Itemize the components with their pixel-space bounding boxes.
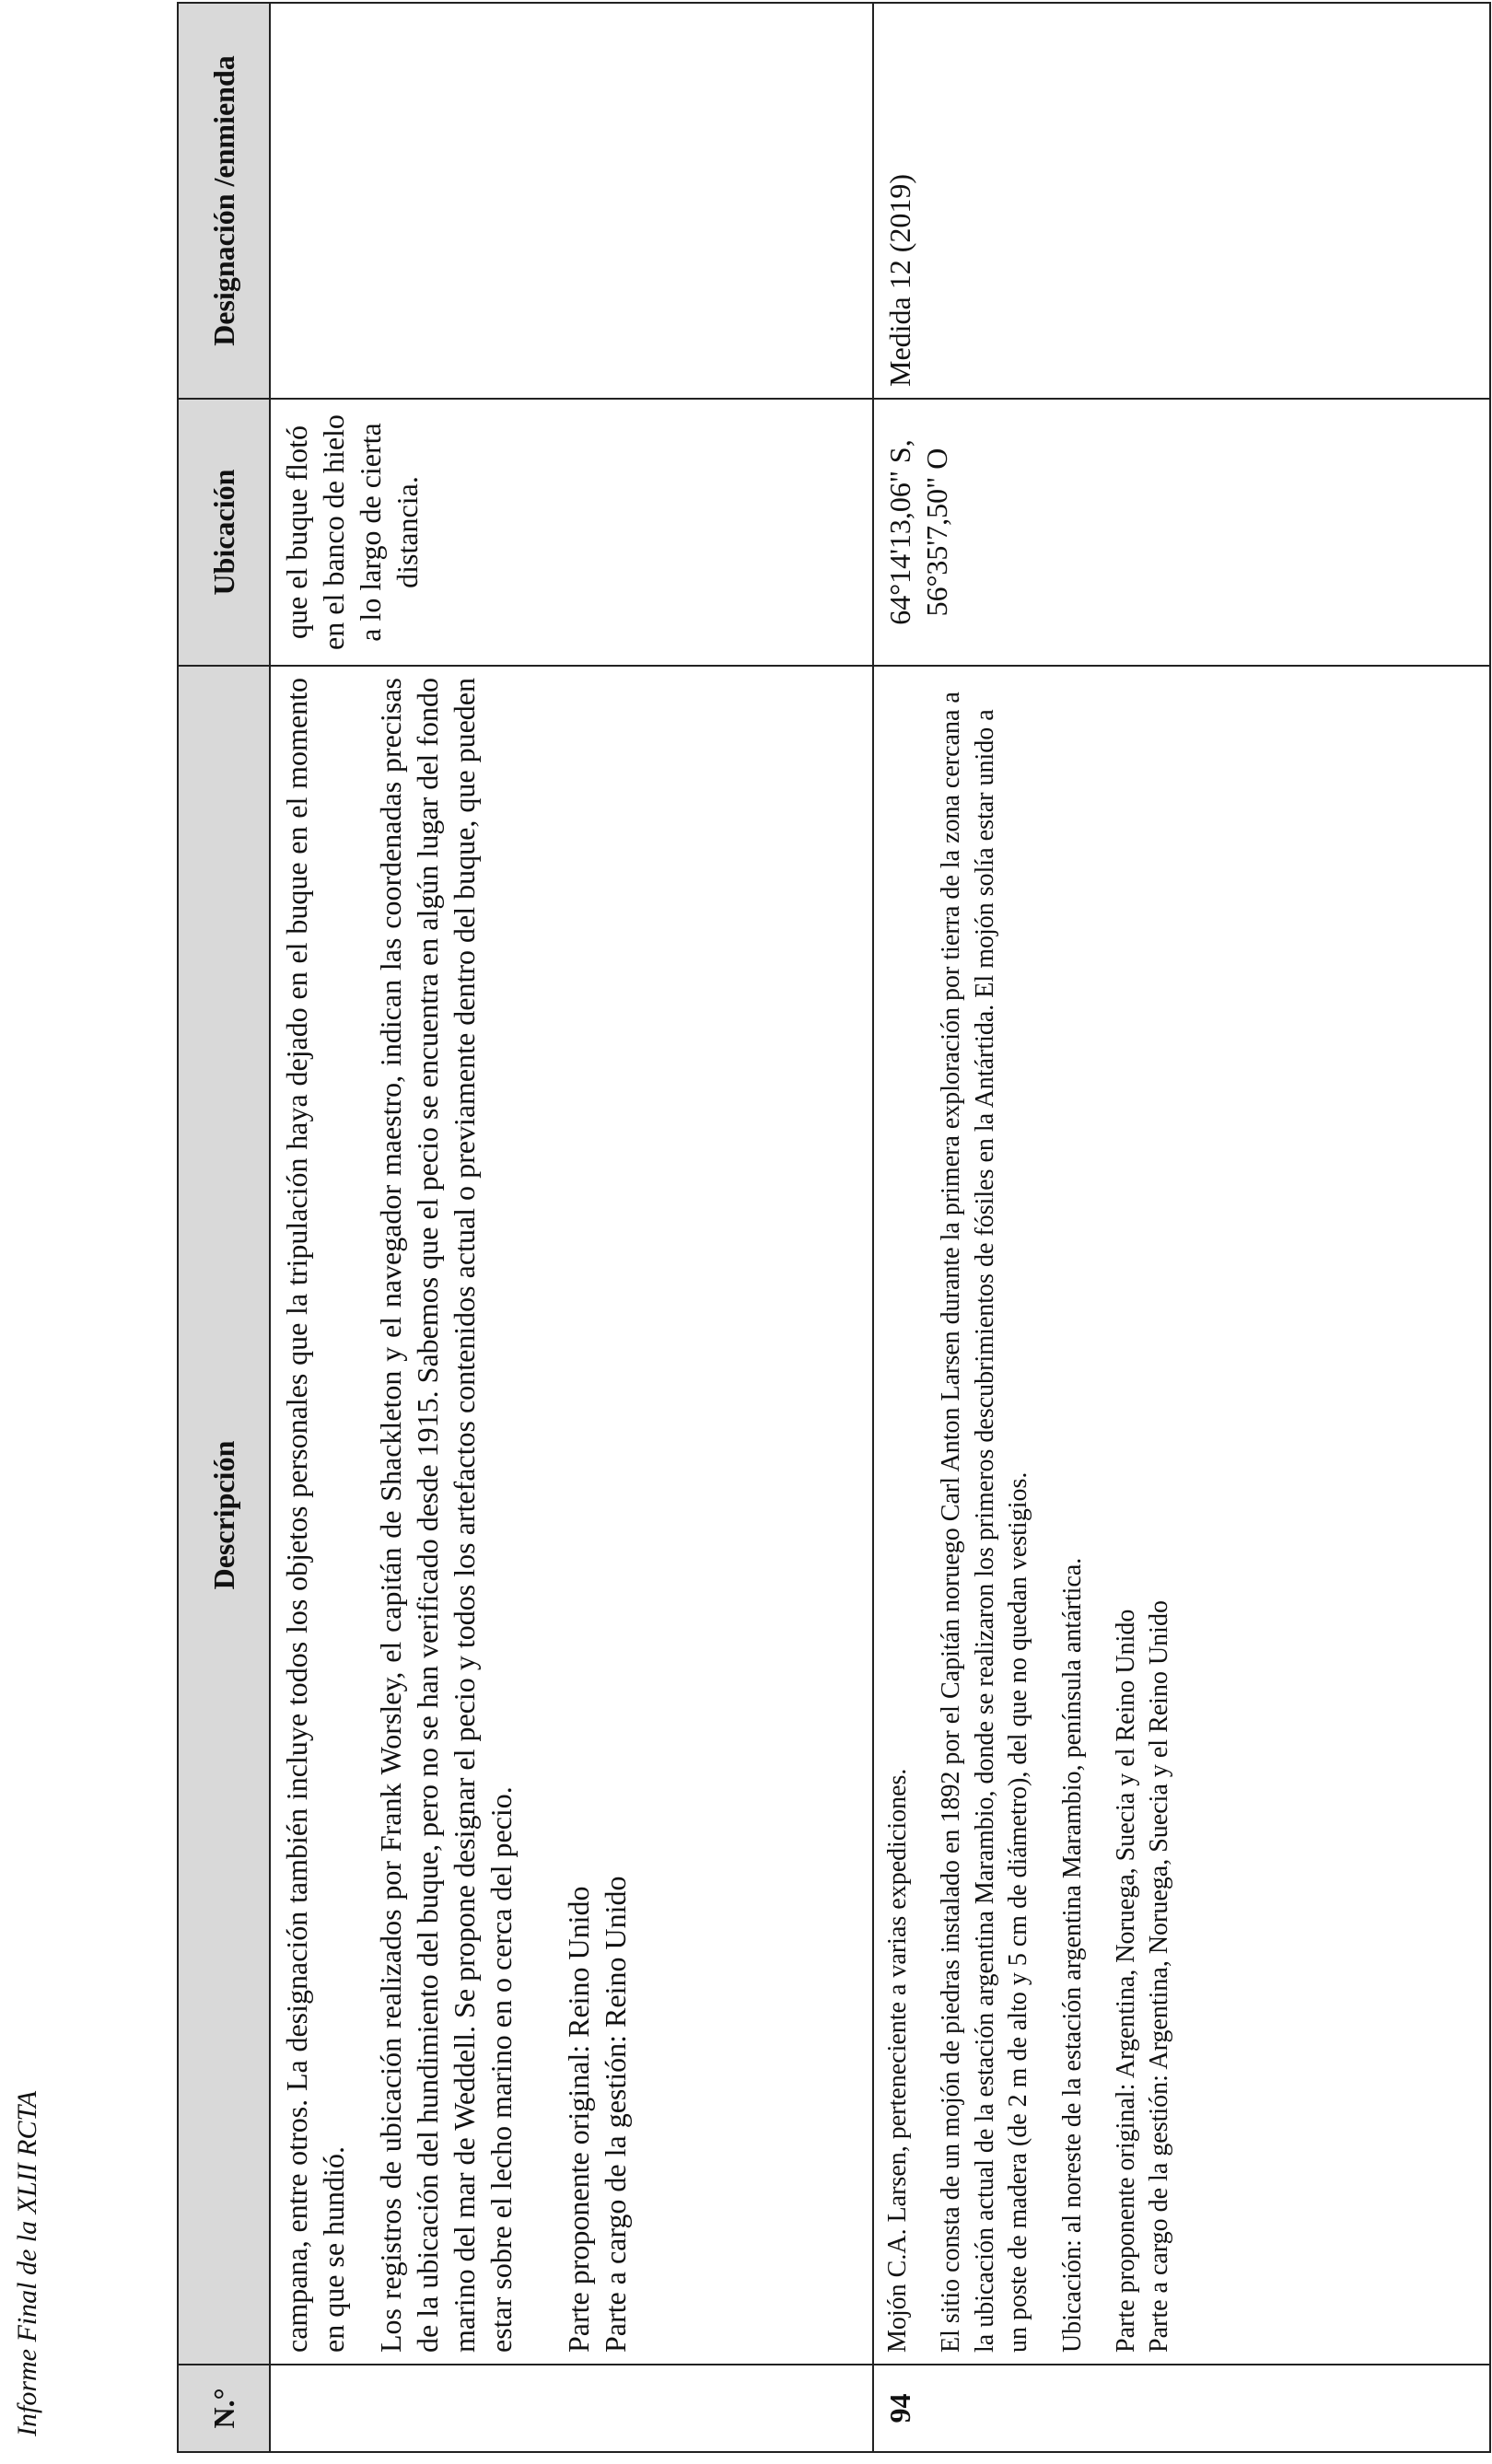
table-row (270, 3, 873, 2452)
table-header-row (178, 3, 270, 2452)
row-description (873, 666, 1490, 2365)
description-title: Mojón C.A. Larsen, perteneciente a varias expediciones. (883, 1768, 912, 2353)
proposer-party: Parte proponente original: Argentina, Noruega, Suecia y el Reino Unido (1111, 1609, 1140, 2353)
row-description (270, 666, 873, 2365)
header-number: N.° (178, 2365, 270, 2452)
row-location: que el buque flotó en el banco de hielo a lo largo de cierta distancia. (270, 399, 873, 666)
row-designation (270, 3, 873, 399)
description-paragraph: campana, entre otros. La designación también incluye todos los objetos personales que la tripulación haya dejado en el buque en el momento en que se hundió. (280, 678, 350, 2353)
row-designation: Medida 12 (2019) (873, 3, 1490, 399)
header-designation: Designación /enmienda (178, 3, 270, 399)
description-paragraph: Los registros de ubicación realizados por Frank Worsley, el capitán de Shackleton y el navegador maestro, indican las coordenadas precisas de la ubicación del hundimiento del buque, pero no se han verificado desde 1915. Sabemos que el pecio se encuentra en algún lugar del fondo marino del mar de Weddell. Se propone designar el pecio y todos los artefactos contenidos actual o previamente dentro del buque, que pueden estar sobre el lecho marino en o cerca del pecio. (374, 678, 518, 2353)
managing-party: Parte a cargo de la gestión: Reino Unido (599, 1876, 632, 2353)
managing-party: Parte a cargo de la gestión: Argentina, Noruega, Suecia y el Reino Unido (1145, 1600, 1174, 2353)
header-location: Ubicación (178, 399, 270, 666)
rotated-page (177, 4, 1489, 2453)
description-paragraph: El sitio consta de un mojón de piedras instalado en 1892 por el Capitán noruego Carl Anton Larsen durante la primera exploración por tierra de la zona cercana a la ubicación actual de la estación argentina Marambio, donde se realizaron los primeros descubrimientos de fósiles en la Antártida. El mojón solía estar unido a un poste de madera (de 2 m de alto y 5 cm de diámetro), del que no quedan vestigios. (937, 692, 1033, 2353)
description-paragraph: Ubicación: al noreste de la estación argentina Marambio, península antártica. (1057, 1557, 1087, 2353)
row-number (270, 2365, 873, 2452)
header-description: Descripción (178, 666, 270, 2365)
heritage-table (177, 2, 1491, 2453)
table-row (873, 3, 1490, 2452)
running-header: Informe Final de la XLII RCTA (12, 2090, 42, 2436)
row-number: 94 (873, 2365, 1490, 2452)
row-location: 64°14'13,06" S, 56°35'7,50" O (873, 399, 1490, 666)
proposer-party: Parte proponente original: Reino Unido (562, 1886, 595, 2353)
